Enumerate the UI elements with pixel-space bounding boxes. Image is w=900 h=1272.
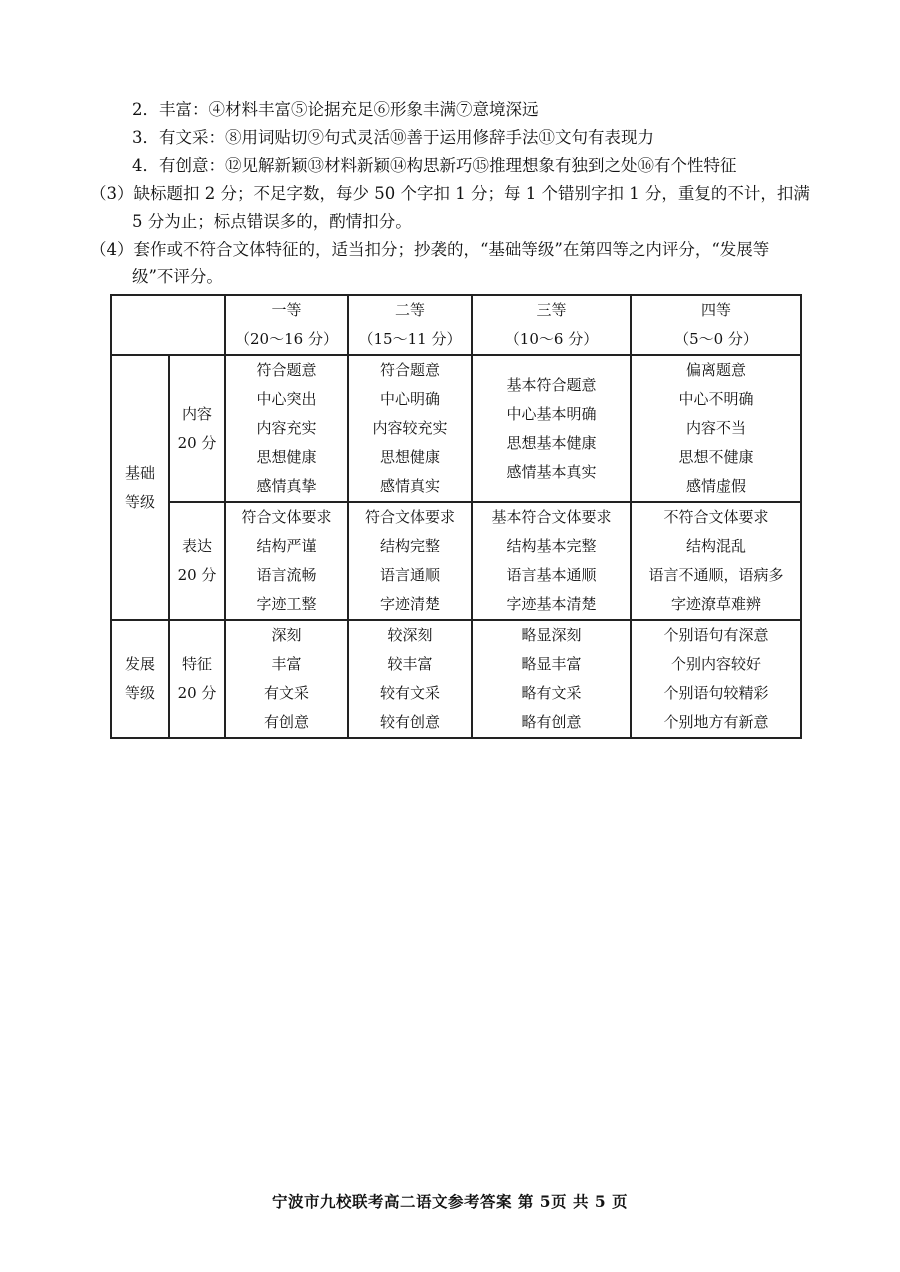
paragraph-deduction-line1: （3）缺标题扣 2 分；不足字数，每少 50 个字扣 1 分；每 1 个错别字扣 1 分，重复的不计，扣满 xyxy=(90,184,810,203)
page-footer: 宁波市九校联考高二语文参考答案 第 5页 共 5 页 xyxy=(271,1192,629,1211)
grade-header-1: 一等 （20～16 分） xyxy=(225,295,348,355)
expression-grade-3-cell: 基本符合文体要求 结构基本完整 语言基本通顺 字迹基本清楚 xyxy=(472,502,631,620)
expression-label: 表达 20 分 xyxy=(169,502,225,620)
feature-label: 特征 20 分 xyxy=(169,620,225,738)
paragraph-deduction-line2: 5 分为止；标点错误多的，酌情扣分。 xyxy=(132,212,412,231)
content-grade-1-cell: 符合题意 中心突出 内容充实 思想健康 感情真挚 xyxy=(225,355,348,502)
feature-grade-4-cell: 个别语句有深意 个别内容较好 个别语句较精彩 个别地方有新意 xyxy=(631,620,801,738)
paragraph-plagiarism-line2: 级”不评分。 xyxy=(132,267,223,286)
feature-grade-3-cell: 略显深刻 略显丰富 略有文采 略有创意 xyxy=(472,620,631,738)
basic-level-label: 基础 等级 xyxy=(111,355,169,620)
expression-grade-2-cell: 符合文体要求 结构完整 语言通顺 字迹清楚 xyxy=(348,502,472,620)
grade-header-row xyxy=(111,295,801,355)
content-label: 内容 20 分 xyxy=(169,355,225,502)
content-row xyxy=(111,355,801,502)
expression-grade-4-cell: 不符合文体要求 结构混乱 语言不通顺，语病多 字迹潦草难辨 xyxy=(631,502,801,620)
feature-grade-1-cell: 深刻 丰富 有文采 有创意 xyxy=(225,620,348,738)
header-corner-cell xyxy=(111,295,225,355)
grading-rubric-table xyxy=(110,294,802,739)
content-grade-2-cell: 符合题意 中心明确 内容较充实 思想健康 感情真实 xyxy=(348,355,472,502)
content-grade-3-cell: 基本符合题意 中心基本明确 思想基本健康 感情基本真实 xyxy=(472,355,631,502)
paragraph-creativity: 4．有创意：⑫见解新颖⑬材料新颖⑭构思新巧⑮推理想象有独到之处⑯有个性特征 xyxy=(132,156,737,175)
paragraph-plagiarism-line1: （4）套作或不符合文体特征的，适当扣分；抄袭的，“基础等级”在第四等之内评分，“发展等 xyxy=(90,240,770,259)
grade-header-4: 四等 （5～0 分） xyxy=(631,295,801,355)
grade-header-3: 三等 （10～6 分） xyxy=(472,295,631,355)
paragraph-literary-grace: 3．有文采：⑧用词贴切⑨句式灵活⑩善于运用修辞手法⑪文句有表现力 xyxy=(132,128,654,147)
feature-row xyxy=(111,620,801,738)
grade-header-2: 二等 （15～11 分） xyxy=(348,295,472,355)
development-level-label: 发展 等级 xyxy=(111,620,169,738)
paragraph-rich: 2．丰富：④材料丰富⑤论据充足⑥形象丰满⑦意境深远 xyxy=(132,100,539,119)
expression-row xyxy=(111,502,801,620)
feature-grade-2-cell: 较深刻 较丰富 较有文采 较有创意 xyxy=(348,620,472,738)
expression-grade-1-cell: 符合文体要求 结构严谨 语言流畅 字迹工整 xyxy=(225,502,348,620)
content-grade-4-cell: 偏离题意 中心不明确 内容不当 思想不健康 感情虚假 xyxy=(631,355,801,502)
